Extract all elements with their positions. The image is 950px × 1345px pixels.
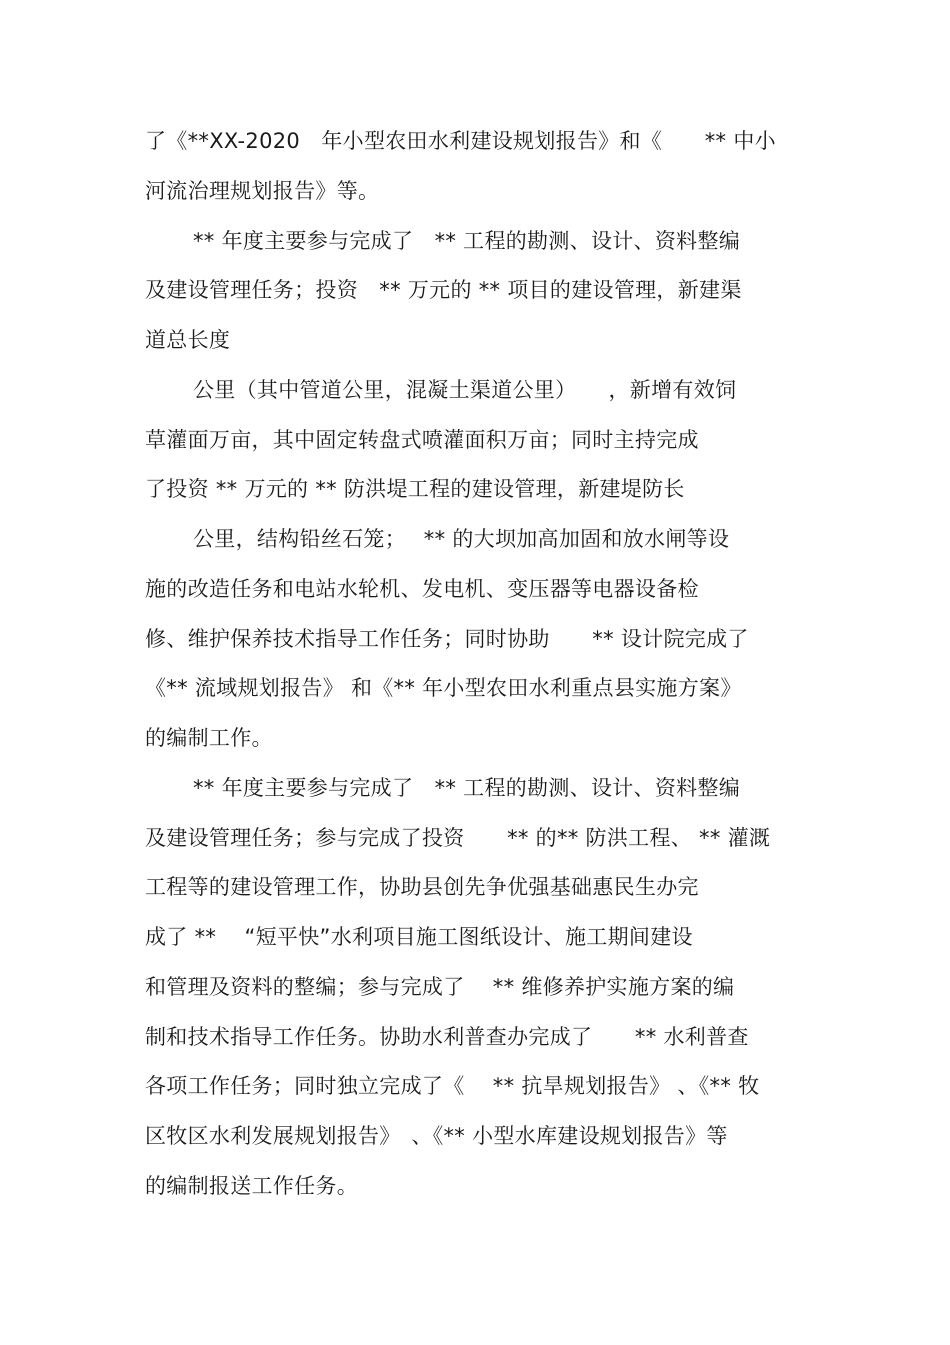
- text-line: 施的改造任务和电站水轮机、发电机、变压器等电器设备检: [145, 576, 699, 601]
- text-line: 区牧区水利发展规划报告》 、《** 小型水库建设规划报告》等: [145, 1124, 728, 1148]
- text-line: 及建设管理任务；投资 ** 万元的 ** 项目的建设管理，新建渠: [145, 278, 742, 303]
- text-line: 和管理及资料的整编；参与完成了 ** 维修养护实施方案的编: [145, 974, 735, 999]
- text-line: 各项工作任务；同时独立完成了《 ** 抗旱规划报告》 、《** 牧: [145, 1074, 760, 1099]
- text-line: ** 年度主要参与完成了 ** 工程的勘测、设计、资料整编: [193, 775, 741, 800]
- text-line: 道总长度: [145, 328, 231, 352]
- text-line: 公里，结构铅丝石笼； ** 的大坝加高加固和放水闸等设: [193, 527, 730, 551]
- text-line: 了投资 ** 万元的 ** 防洪堤工程的建设管理，新建堤防长: [145, 477, 685, 502]
- text-line: 修、维护保养技术指导工作任务；同时协助 ** 设计院完成了: [145, 626, 749, 651]
- text-line: 成了 ** “短平快”水利项目施工图纸设计、施工期间建设: [145, 925, 693, 949]
- text-line: 的编制工作。: [145, 726, 273, 750]
- text-line: 的编制报送工作任务。: [145, 1173, 358, 1198]
- text-line: 草灌面万亩，其中固定转盘式喷灌面积万亩；同时主持完成: [145, 427, 699, 452]
- text-line: ** 年度主要参与完成了 ** 工程的勘测、设计、资料整编: [193, 228, 741, 253]
- text-line: 工程等的建设管理工作，协助县创先争优强基础惠民生办完: [145, 875, 699, 900]
- text-line: 制和技术指导工作任务。协助水利普查办完成了 ** 水利普查: [145, 1024, 749, 1049]
- text-line: 公里（其中管道公里，混凝土渠道公里） ，新增有效饲: [193, 377, 737, 402]
- text-line: 了《**XX-2020 年小型农田水利建设规划报告》和《 ** 中小: [145, 129, 776, 153]
- text-line: 及建设管理任务；参与完成了投资 ** 的** 防洪工程、 ** 灌溉: [145, 825, 771, 850]
- text-line: 河流治理规划报告》等。: [145, 178, 380, 203]
- document-body: [0, 117, 950, 1212]
- text-line: 《** 流域规划报告》 和《** 年小型农田水利重点县实施方案》: [145, 676, 742, 701]
